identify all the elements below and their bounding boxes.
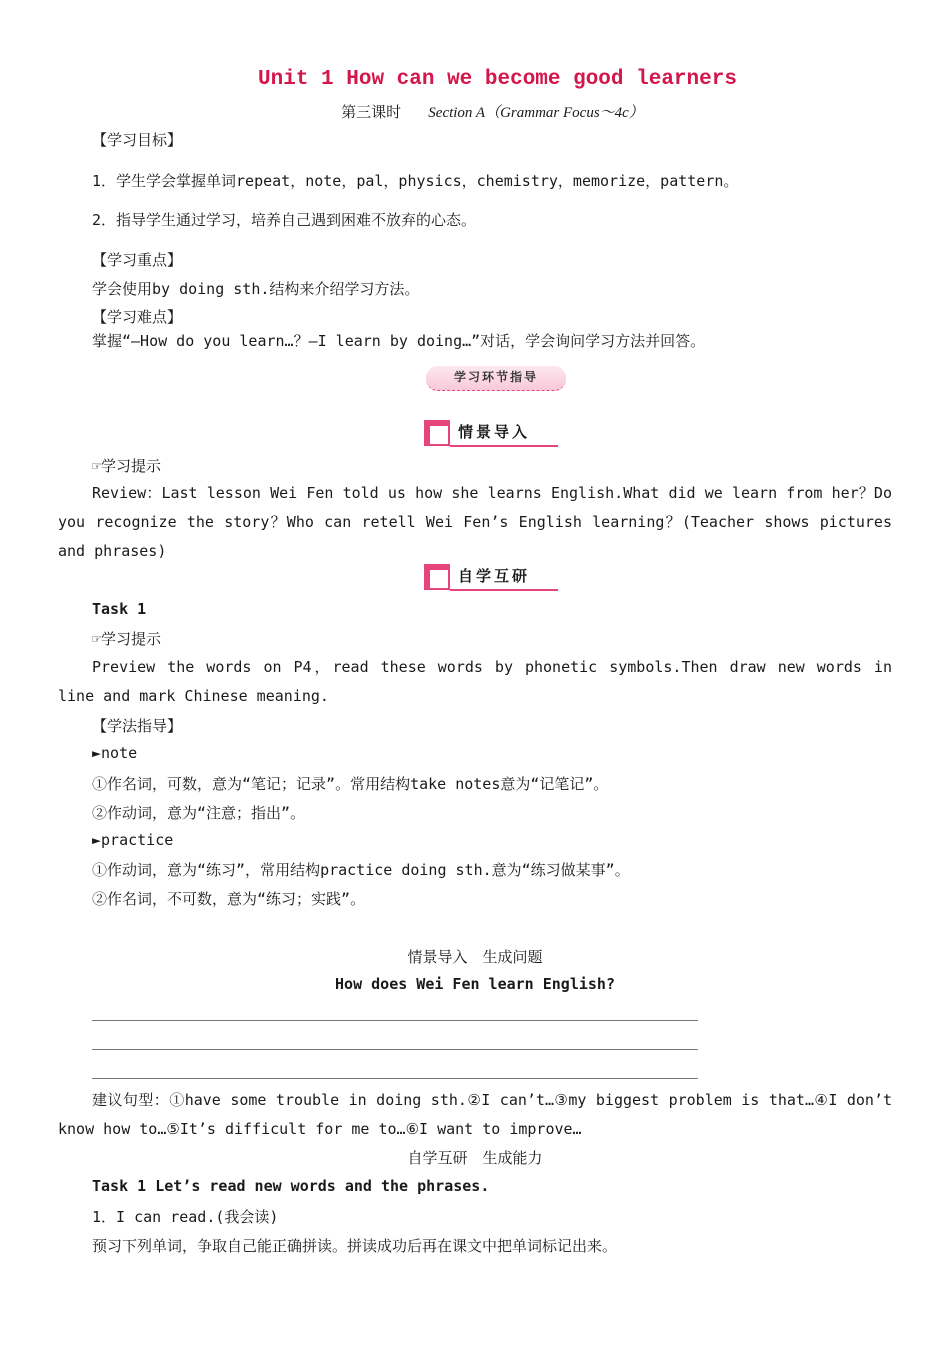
lesson-number: 第三课时 <box>341 103 402 121</box>
key-points-text: 学会使用by doing sth.结构来介绍学习方法。 <box>92 280 420 298</box>
answer-line <box>92 1049 698 1050</box>
section-badge-self-study <box>424 564 562 594</box>
reading-item-1: 1．I can read.(我会读) <box>92 1208 279 1226</box>
objectives-heading: 【学习目标】 <box>92 131 183 149</box>
part2-heading-2: 自学互研 生成能力 <box>407 1149 543 1167</box>
hint-label: ☞学习提示 <box>92 630 162 648</box>
badge-label: 自学互研 <box>458 567 531 585</box>
review-paragraph: Review：Last lesson Wei Fen told us how she learns English.What did we learn from her？Do you recognize the story？Who can retell Wei Fen’s English learning？(Teacher shows pictures and phrases) <box>58 484 892 560</box>
lesson-section: Section A（Grammar Focus～4c） <box>428 105 644 121</box>
badge-label: 情景导入 <box>458 423 531 441</box>
reading-item-1-desc: 预习下列单词，争取自己能正确拼读。拼读成功后再在课文中把单词标记出来。 <box>92 1237 618 1255</box>
answer-line <box>92 1020 698 1021</box>
objective-item-1: 1．学生学会掌握单词repeat，note，pal，physics，chemistry，memorize，pattern。 <box>92 172 739 190</box>
key-points-heading: 【学习重点】 <box>92 251 183 269</box>
note-meaning-1: ①作名词，可数，意为“笔记；记录”。常用结构take notes意为“记笔记”。 <box>92 775 609 793</box>
hint-label: ☞学习提示 <box>92 457 162 475</box>
note-meaning-2: ②作动词，意为“注意；指出”。 <box>92 804 306 822</box>
objective-item-2: 2．指导学生通过学习，培养自己遇到困难不放弃的心态。 <box>92 211 477 229</box>
section-banner: 学习环节指导 <box>426 366 566 391</box>
suggested-sentences: 建议句型：①have some trouble in doing sth.②I can’t…③my biggest problem is that…④I don’t know how to…⑤It’s difficult for me to…⑥I want to improve… <box>58 1091 892 1138</box>
task-line: Task 1 Let’s read new words and the phrases. <box>92 1177 490 1195</box>
preview-paragraph: Preview the words on P4，read these words by phonetic symbols.Then draw new words in line and mark Chinese meaning. <box>58 658 892 705</box>
answer-line <box>92 1078 698 1079</box>
difficulties-heading: 【学习难点】 <box>92 308 183 326</box>
section-badge-intro <box>424 420 562 450</box>
difficulties-text: 掌握“—How do you learn…？—I learn by doing…”对话，学会询问学习方法并回答。 <box>92 332 706 350</box>
page-title: Unit 1 How can we become good learners <box>258 68 737 91</box>
part2-heading: 情景导入 生成问题 <box>407 948 543 966</box>
task-label: Task 1 <box>92 600 147 618</box>
method-guide-heading: 【学法指导】 <box>92 717 183 735</box>
vocab-note: ►note <box>92 744 138 762</box>
practice-meaning-1: ①作动词，意为“练习”，常用结构practice doing sth.意为“练习做某事”。 <box>92 861 630 879</box>
lesson-subtitle <box>0 101 950 122</box>
vocab-practice: ►practice <box>92 831 174 849</box>
practice-meaning-2: ②作名词，不可数，意为“练习；实践”。 <box>92 890 366 908</box>
part2-question: How does Wei Fen learn English? <box>335 975 615 993</box>
